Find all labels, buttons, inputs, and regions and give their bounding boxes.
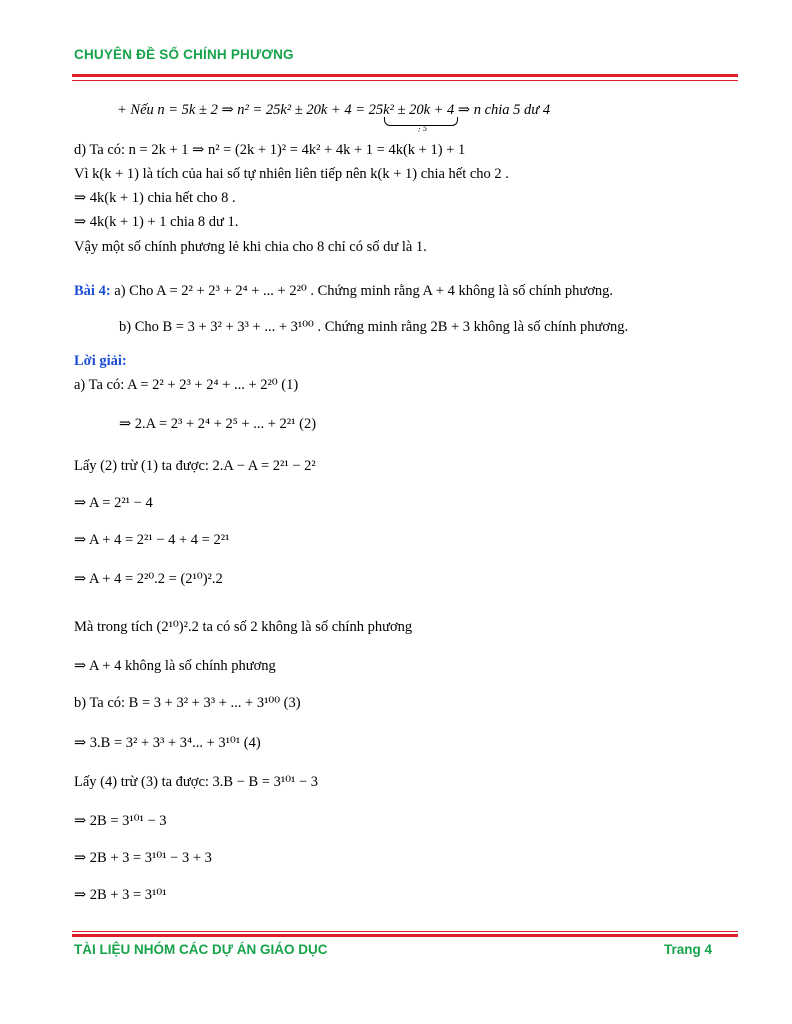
text-line: Vì k(k + 1) là tích của hai số tự nhiên liên tiếp nên k(k + 1) chia hết cho 2 . bbox=[74, 166, 509, 182]
exercise-4-part-a-line bbox=[74, 282, 613, 300]
solution-line: ⇒ 3.B = 3² + 3³ + 3⁴... + 3¹⁰¹ (4) bbox=[74, 735, 261, 751]
brace-note: ⋮5 bbox=[415, 124, 427, 133]
text-line: ⇒ 4k(k + 1) chia hết cho 8 . bbox=[74, 190, 236, 206]
solution-heading: Lời giải: bbox=[74, 353, 127, 369]
solution-line: Mà trong tích (2¹⁰)².2 ta có số 2 không là số chính phương bbox=[74, 619, 413, 635]
text-line: Vậy một số chính phương lẻ khi chia cho 8 chỉ có số dư là 1. bbox=[74, 239, 427, 255]
footer-rule-thin bbox=[72, 931, 738, 932]
footer-rule-thick bbox=[72, 934, 738, 937]
solution-line: ⇒ A = 2²¹ − 4 bbox=[74, 495, 153, 511]
solution-line: ⇒ 2B + 3 = 3¹⁰¹ bbox=[74, 887, 167, 903]
text-line: d) Ta có: n = 2k + 1 ⇒ n² = (2k + 1)² = 4k² + 4k + 1 = 4k(k + 1) + 1 bbox=[74, 142, 466, 158]
footer-title: TÀI LIỆU NHÓM CÁC DỰ ÁN GIÁO DỤC bbox=[74, 942, 328, 957]
solution-line: ⇒ 2.A = 2³ + 2⁴ + 2⁵ + ... + 2²¹ (2) bbox=[119, 416, 317, 432]
solution-line: ⇒ 2B + 3 = 3¹⁰¹ − 3 + 3 bbox=[74, 850, 212, 866]
solution-line: b) Ta có: B = 3 + 3² + 3³ + ... + 3¹⁰⁰ (3) bbox=[74, 695, 301, 711]
text-line: ⇒ 4k(k + 1) + 1 chia 8 dư 1. bbox=[74, 214, 239, 230]
page-number: Trang 4 bbox=[663, 942, 712, 957]
exercise-4-part-a: a) Cho A = 2² + 2³ + 2⁴ + ... + 2²⁰ . Chứng minh rằng A + 4 không là số chính phương. bbox=[114, 283, 614, 299]
exercise-4-part-b: b) Cho B = 3 + 3² + 3³ + ... + 3¹⁰⁰ . Chứng minh rằng 2B + 3 không là số chính phương. bbox=[119, 319, 629, 335]
solution-line: ⇒ A + 4 không là số chính phương bbox=[74, 658, 276, 674]
solution-line: ⇒ 2B = 3¹⁰¹ − 3 bbox=[74, 813, 167, 829]
page-header-title: CHUYÊN ĐỀ SỐ CHÍNH PHƯƠNG bbox=[74, 47, 294, 62]
text-line: + Nếu n = 5k ± 2 ⇒ n² = 25k² ± 20k + 4 = 25k² ± 20k + 4 ⇒ n chia 5 dư 4 bbox=[117, 102, 551, 118]
solution-line: Lấy (2) trừ (1) ta được: 2.A − A = 2²¹ − 2² bbox=[74, 458, 316, 474]
solution-line: Lấy (4) trừ (3) ta được: 3.B − B = 3¹⁰¹ − 3 bbox=[74, 774, 319, 790]
solution-line: a) Ta có: A = 2² + 2³ + 2⁴ + ... + 2²⁰ (1) bbox=[74, 377, 299, 393]
header-rule-thick bbox=[72, 74, 738, 77]
header-rule-thin bbox=[72, 80, 738, 81]
exercise-4-label: Bài 4: bbox=[74, 283, 111, 299]
solution-line: ⇒ A + 4 = 2²¹ − 4 + 4 = 2²¹ bbox=[74, 532, 230, 548]
solution-line: ⇒ A + 4 = 2²⁰.2 = (2¹⁰)².2 bbox=[74, 571, 223, 587]
